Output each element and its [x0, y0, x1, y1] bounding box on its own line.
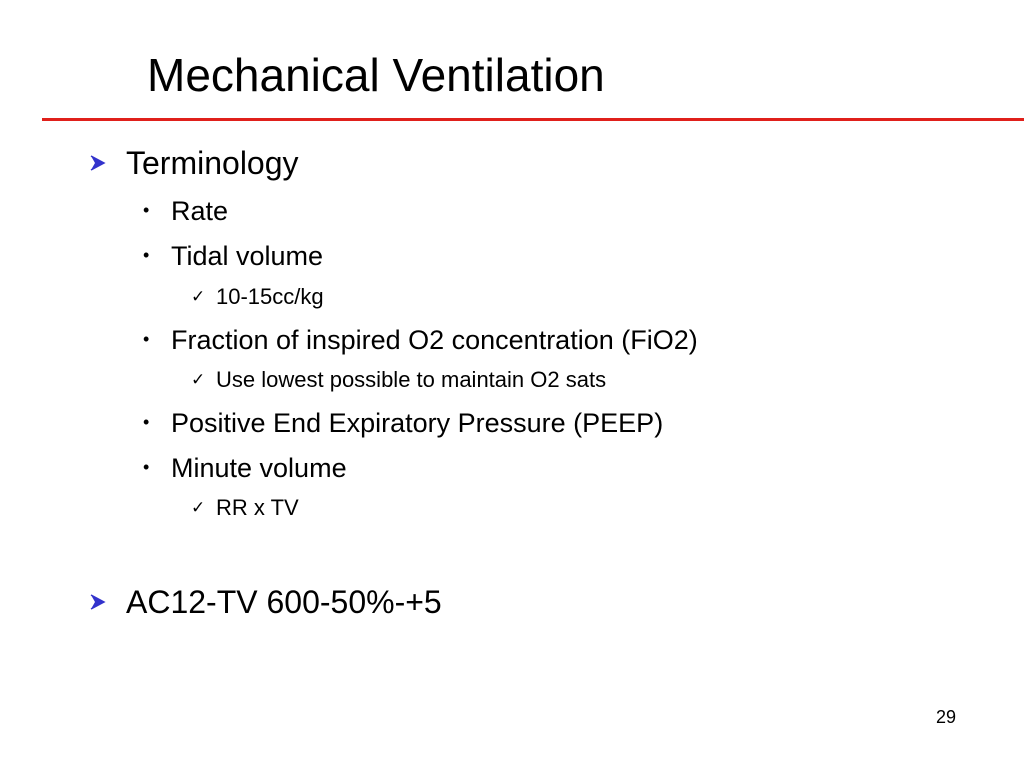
bullet-tidal-volume: Tidal volume [171, 241, 324, 271]
dot-bullet-icon: • [143, 457, 150, 477]
arrow-bullet-icon [87, 591, 109, 613]
bullet-fio2: Fraction of inspired O2 concentration (FiO2) [171, 325, 698, 355]
dot-bullet-icon: • [143, 329, 150, 349]
bullet-minute-volume: Minute volume [171, 453, 347, 483]
bullet-rate: Rate [171, 196, 229, 226]
dot-bullet-icon: • [143, 200, 150, 220]
arrow-bullet-icon [87, 152, 109, 174]
page-number: 29 [936, 707, 957, 727]
sub-bullet-minute-volume: RR x TV [216, 495, 299, 520]
check-bullet-icon: ✓ [191, 498, 206, 517]
title-divider [42, 118, 1024, 121]
dot-bullet-icon: • [143, 245, 150, 265]
bullet-terminology: Terminology [126, 145, 299, 181]
bullet-settings: AC12-TV 600-50%-+5 [126, 584, 442, 620]
sub-bullet-fio2: Use lowest possible to maintain O2 sats [216, 367, 607, 392]
check-bullet-icon: ✓ [191, 370, 206, 389]
check-bullet-icon: ✓ [191, 287, 206, 306]
sub-bullet-tidal-volume: 10-15cc/kg [216, 284, 324, 309]
slide-title: Mechanical Ventilation [147, 49, 605, 101]
bullet-peep: Positive End Expiratory Pressure (PEEP) [171, 408, 664, 438]
dot-bullet-icon: • [143, 412, 150, 432]
